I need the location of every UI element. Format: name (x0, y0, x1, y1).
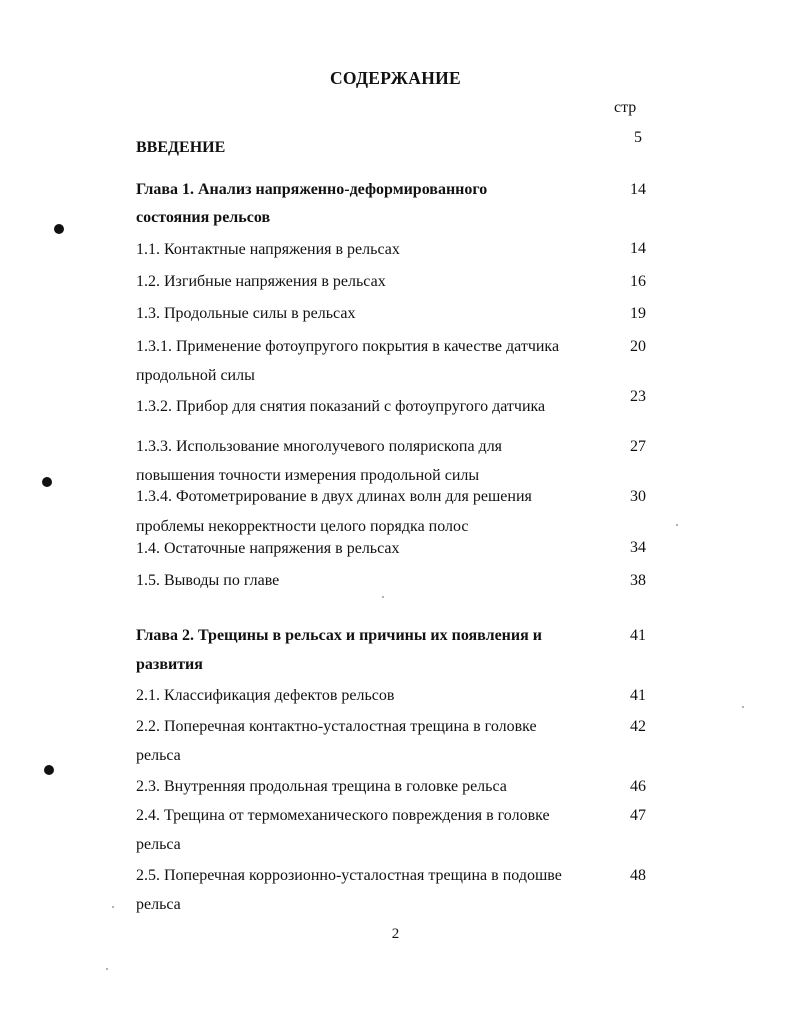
toc-entry-1-3-1-cont: продольной силы (136, 367, 255, 384)
toc-entry-2-4-cont: рельса (136, 836, 181, 853)
toc-entry-1-1: 1.1. Контактные напряжения в рельсах (136, 241, 400, 258)
toc-entry-1-4: 1.4. Остаточные напряжения в рельсах (136, 540, 400, 557)
toc-entry-2-5-cont: рельса (136, 896, 181, 913)
toc-entry-1-2: 1.2. Изгибные напряжения в рельсах (136, 273, 386, 290)
toc-entry-1-3-4: 1.3.4. Фотометрирование в двух длинах волн для решения (136, 488, 532, 505)
toc-page-1-3-4: 30 (630, 488, 646, 505)
toc-entry-chapter-1-cont: состояния рельсов (136, 209, 271, 226)
toc-entry-1-3: 1.3. Продольные силы в рельсах (136, 305, 356, 322)
punch-hole-mark (54, 224, 64, 234)
toc-page-1-5: 38 (630, 572, 646, 589)
toc-entry-1-3-3-cont: повышения точности измерения продольной силы (136, 467, 480, 484)
toc-page-1-3-2: 23 (630, 388, 646, 405)
toc-entry-2-2: 2.2. Поперечная контактно-усталостная трещина в головке (136, 718, 537, 735)
toc-entry-1-3-1: 1.3.1. Применение фотоупругого покрытия в качестве датчика (136, 338, 560, 355)
scan-speck (382, 596, 384, 598)
toc-page-1-4: 34 (630, 539, 646, 556)
toc-page-2-1: 41 (630, 687, 646, 704)
scan-speck (742, 706, 744, 708)
toc-page-intro: 5 (634, 129, 642, 146)
toc-entry-2-3: 2.3. Внутренняя продольная трещина в головке рельса (136, 778, 507, 795)
toc-page-2-4: 47 (630, 807, 646, 824)
scan-speck (112, 906, 114, 908)
toc-page-1-3-3: 27 (630, 438, 646, 455)
toc-entry-1-5: 1.5. Выводы по главе (136, 572, 280, 589)
toc-entry-1-3-4-cont: проблемы некорректности целого порядка полос (136, 518, 469, 535)
toc-entry-2-5: 2.5. Поперечная коррозионно-усталостная трещина в подошве (136, 867, 562, 884)
scan-speck (676, 524, 678, 526)
page-column-label: стр (614, 99, 637, 116)
page-title: СОДЕРЖАНИЕ (329, 68, 461, 88)
toc-entry-2-4: 2.4. Трещина от термомеханического повреждения в головке (136, 807, 550, 824)
toc-page-1-3-1: 20 (630, 338, 646, 355)
toc-entry-1-3-3: 1.3.3. Использование многолучевого полярископа для (136, 438, 503, 455)
toc-page-chapter-2: 41 (630, 627, 646, 644)
footer-page-number: 2 (391, 926, 400, 942)
toc-page-1-3: 19 (630, 305, 646, 322)
toc-entry-chapter-1: Глава 1. Анализ напряженно-деформированного (136, 181, 488, 198)
toc-entry-2-1: 2.1. Классификация дефектов рельсов (136, 687, 395, 704)
toc-entry-2-2-cont: рельса (136, 747, 181, 764)
toc-page-1-1: 14 (630, 240, 646, 257)
toc-page-2-3: 46 (630, 778, 646, 795)
toc-entry-intro: ВВЕДЕНИЕ (136, 139, 226, 156)
toc-page-chapter-1: 14 (630, 181, 646, 198)
toc-entry-chapter-2: Глава 2. Трещины в рельсах и причины их появления и (136, 627, 542, 644)
toc-page-2-5: 48 (630, 867, 646, 884)
toc-page-2-2: 42 (630, 718, 646, 735)
punch-hole-mark (42, 477, 52, 487)
toc-entry-chapter-2-cont: развития (136, 656, 203, 673)
scan-speck (106, 968, 108, 970)
toc-page-1-2: 16 (630, 273, 646, 290)
punch-hole-mark (44, 765, 54, 775)
toc-entry-1-3-2: 1.3.2. Прибор для снятия показаний с фотоупругого датчика (136, 398, 546, 415)
